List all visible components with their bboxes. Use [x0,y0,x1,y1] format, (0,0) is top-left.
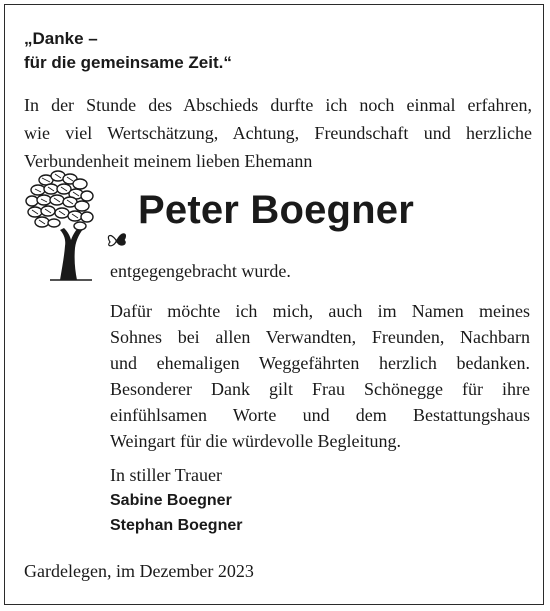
quote-line-1: „Danke – [24,29,98,48]
body-line: Besonderer Dank gilt Frau Schönegge für ihre [110,379,530,399]
signature-name: Stephan Boegner [110,517,243,534]
thank-you-quote [24,27,232,75]
body-line: Sohnes bei allen Verwandten, Freunden, Nachbarn [110,327,530,347]
body-line: einfühlsamen Worte und dem Bestattungshaus [110,405,530,425]
quote-line-2: für die gemeinsame Zeit.“ [24,53,232,72]
signature-name: Sabine Boegner [110,492,232,509]
thanks-paragraph [110,298,530,454]
signature-intro: In stiller Trauer [110,465,222,485]
body-line: Dafür möchte ich mich, auch im Namen meines [110,301,530,321]
intro-line-3: Verbundenheit meinem lieben Ehemann [24,151,313,171]
deceased-name: Peter Boegner [138,188,415,232]
body-line: Weingart für die würdevolle Begleitung. [110,431,401,451]
intro-line-2: wie viel Wertschätzung, Achtung, Freundschaft und herzliche [24,123,532,143]
body-line: und ehemaligen Weggefährten herzlich bedanken. [110,353,530,373]
signature-block [110,463,242,538]
intro-line-1: In der Stunde des Abschieds durfte ich noch einmal erfahren, [24,95,532,115]
after-name-text: entgegengebracht wurde. [110,261,291,281]
intro-paragraph [24,91,532,175]
place-and-date: Gardelegen, im Dezember 2023 [24,561,254,581]
